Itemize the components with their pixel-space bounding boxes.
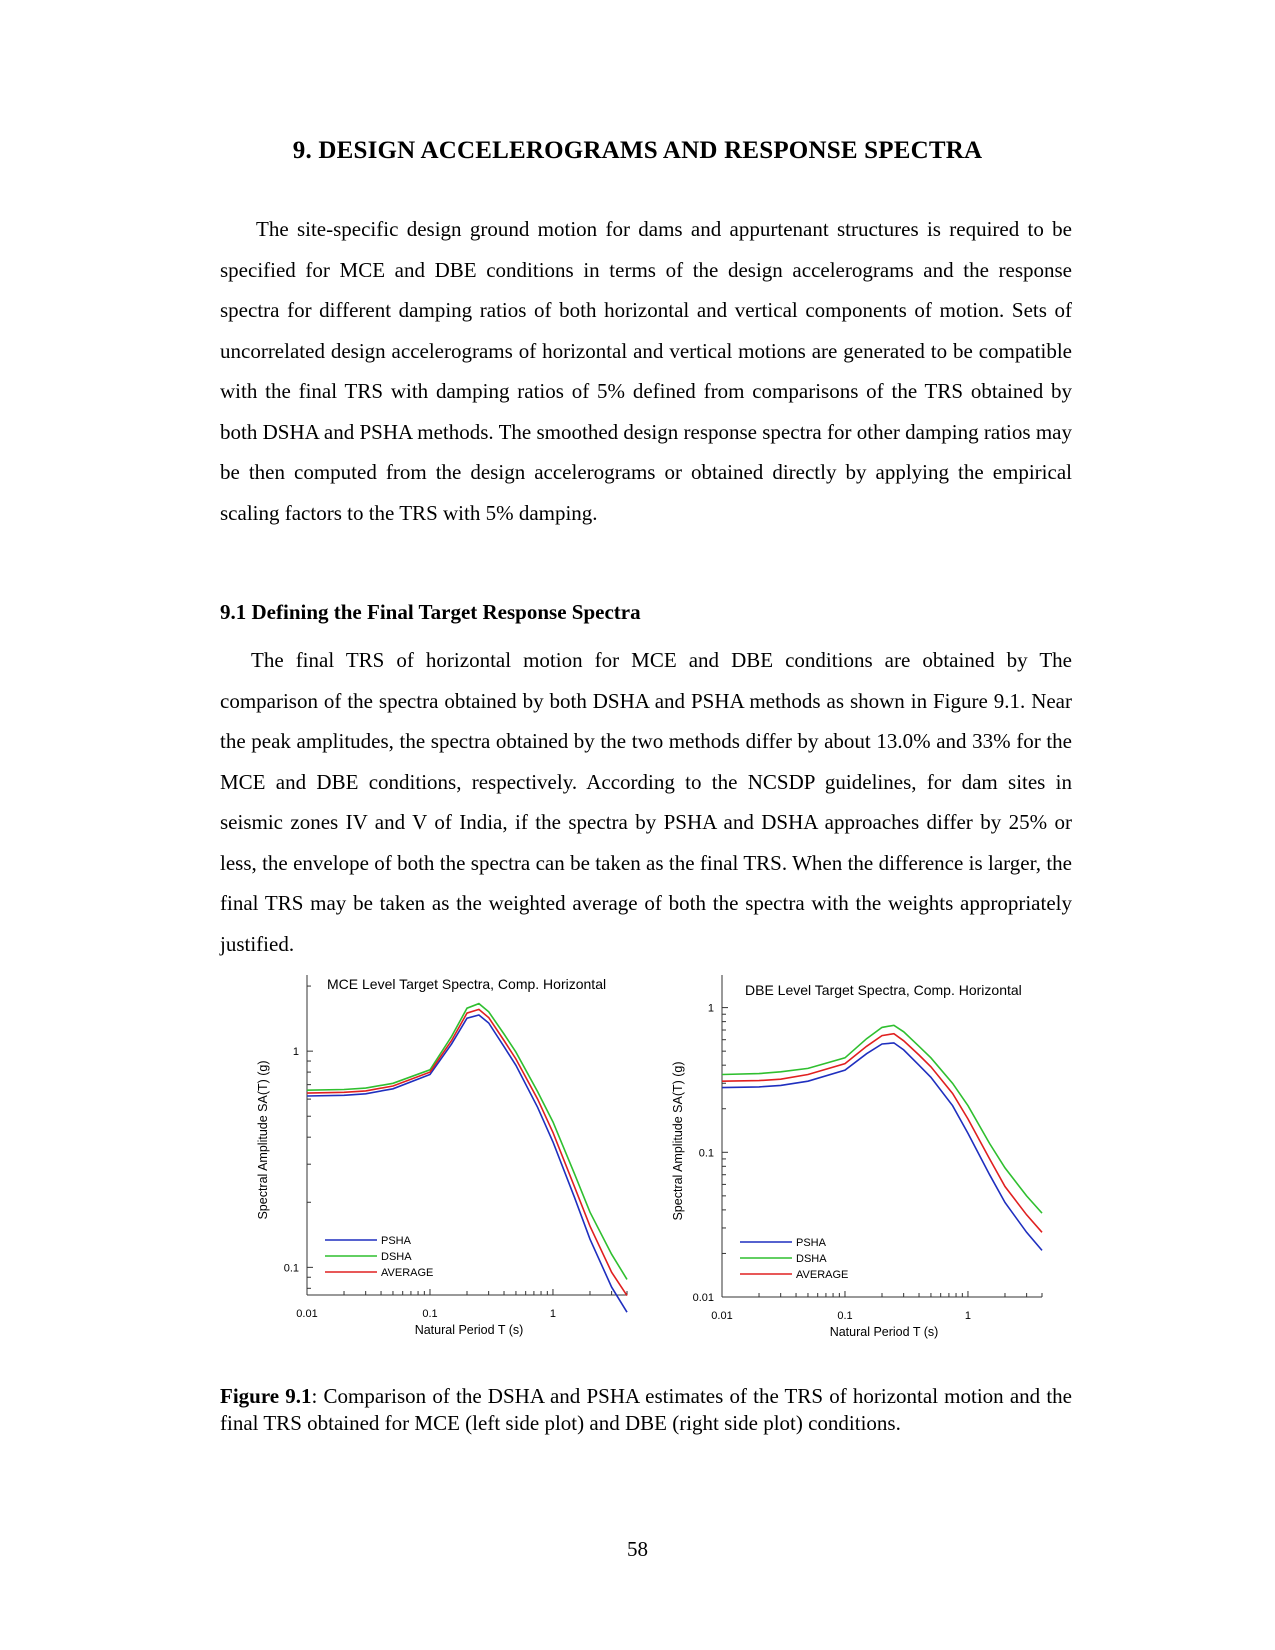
x-tick-label: 0.1 (837, 1310, 853, 1322)
series-line-dsha (307, 1004, 627, 1280)
legend-label: DSHA (796, 1253, 827, 1265)
legend-label: AVERAGE (796, 1269, 849, 1281)
legend-label: AVERAGE (381, 1267, 434, 1279)
x-tick-label: 0.1 (422, 1308, 438, 1320)
series-line-psha (307, 1015, 627, 1312)
x-tick-label: 1 (549, 1308, 557, 1320)
legend-label: PSHA (796, 1237, 826, 1249)
mce-spectra-chart (255, 960, 675, 1360)
caption-label: Figure 9.1 (220, 1384, 312, 1408)
y-tick-label: 0.1 (283, 1262, 299, 1275)
series-line-average (307, 1009, 627, 1295)
y-tick-label: 1 (707, 1002, 714, 1015)
intro-paragraph: The site-specific design ground motion for dams and appurtenant structures is required to be specified for MCE and DBE conditions in terms of the design accelerograms and the response spectra for different damping ratios of both horizontal and vertical components of motion. Sets of uncorrelated design accelerograms of horizontal and vertical motions are generated to be compatible with the final TRS with damping ratios of 5% defined from comparisons of the TRS obtained by both DSHA and PSHA methods. The smoothed design response spectra for other damping ratios may be then computed from the design accelerograms or obtained directly by applying the empirical scaling factors to the TRS with 5% damping. (220, 217, 1072, 525)
figure-caption (220, 1383, 1072, 1437)
series-line-psha (722, 1043, 1042, 1251)
x-tick-label: 1 (964, 1310, 972, 1322)
series-line-dsha (722, 1025, 1042, 1213)
x-tick-label: 0.01 (296, 1308, 318, 1320)
chart-title: MCE Level Target Spectra, Comp. Horizontal (327, 976, 607, 992)
series-line-average (722, 1034, 1042, 1233)
section-paragraph: The final TRS of horizontal motion for MCE and DBE conditions are obtained by The comparison of the spectra obtained by both DSHA and PSHA methods as shown in Figure 9.1. Near the peak amplitudes, the spectra obtained by the two methods differ by about 13.0% and 33% for the MCE and DBE conditions, respectively. According to the NCSDP guidelines, for dam sites in seismic zones IV and V of India, if the spectra by PSHA and DSHA approaches differ by 25% or less, the envelope of both the spectra can be taken as the final TRS. When the difference is larger, the final TRS may be taken as the weighted average of both the spectra with the weights appropriately justified. (220, 648, 1072, 956)
y-axis-label: Spectral Amplitude SA(T) (g) (256, 1060, 270, 1220)
caption-text: : Comparison of the DSHA and PSHA estimates of the TRS of horizontal motion and the final TRS obtained for MCE (left side plot) and DBE (right side plot) conditions. (220, 1384, 1072, 1435)
x-tick-label: 0.01 (711, 1310, 733, 1322)
chapter-heading: 9. DESIGN ACCELEROGRAMS AND RESPONSE SPECTRA (292, 137, 983, 164)
chart-title: DBE Level Target Spectra, Comp. Horizontal (745, 982, 1022, 998)
y-tick-label: 0.01 (692, 1292, 714, 1304)
y-tick-label: 0.1 (698, 1147, 714, 1160)
x-axis-label: Natural Period T (s) (414, 1323, 524, 1337)
legend-label: DSHA (381, 1251, 412, 1263)
legend-label: PSHA (381, 1235, 411, 1247)
x-axis-label: Natural Period T (s) (829, 1325, 939, 1339)
section-heading: 9.1 Defining the Final Target Response Spectra (220, 600, 641, 624)
y-tick-label: 1 (292, 1046, 299, 1059)
page-number: 58 (627, 1537, 648, 1561)
y-axis-label: Spectral Amplitude SA(T) (g) (671, 1061, 685, 1221)
dbe-spectra-chart (670, 960, 1090, 1360)
